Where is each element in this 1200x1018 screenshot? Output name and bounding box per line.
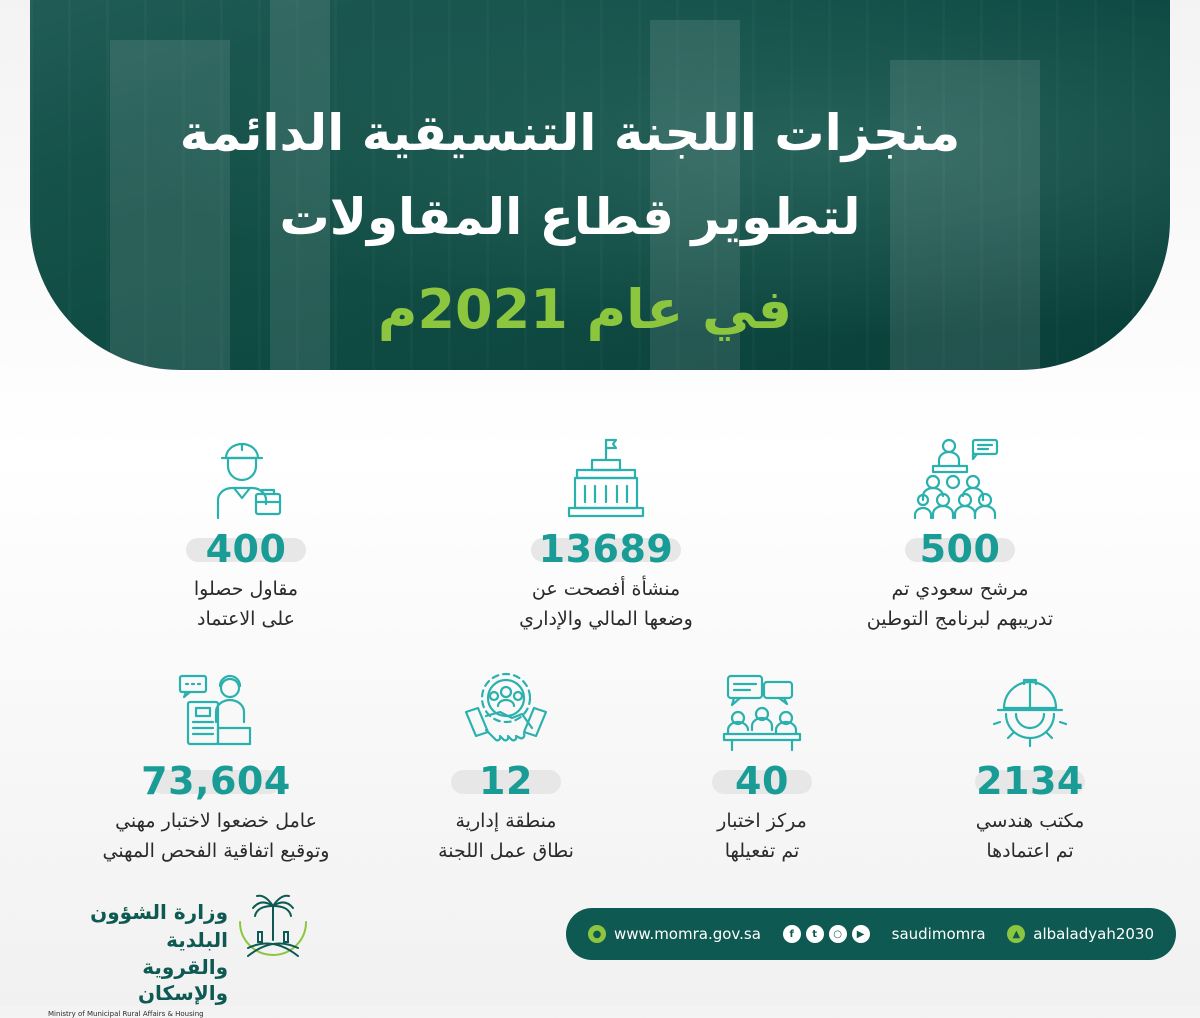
stat-value: 400 xyxy=(205,527,287,571)
stat-value: 40 xyxy=(735,759,789,803)
stat-label-line-1: مركز اختبار xyxy=(717,810,807,832)
stat-label xyxy=(880,806,1180,866)
stat-label-line-1: منطقة إدارية xyxy=(455,810,557,832)
stat-label-line-1: مكتب هندسي xyxy=(975,810,1085,832)
stat-value: 12 xyxy=(479,759,533,803)
stat-value: 73,604 xyxy=(141,759,291,803)
stat-label-line-2: وضعها المالي والإداري xyxy=(519,608,693,630)
hardhat-gear-icon xyxy=(990,672,1070,752)
stat-label-line-1: مرشح سعودي تم xyxy=(891,578,1029,600)
snapchat-handle-text: albaladyah2030 xyxy=(1033,925,1154,943)
page-title-line-1: منجزات اللجنة التنسيقية الدائمة xyxy=(179,104,961,162)
contractor-worker-icon xyxy=(206,436,286,520)
stat-label xyxy=(356,806,656,866)
stat-contractors xyxy=(96,436,396,634)
stat-admin-regions xyxy=(356,672,656,866)
instagram-icon[interactable]: ○ xyxy=(829,925,847,943)
website-text: www.momra.gov.sa xyxy=(614,925,761,943)
stat-label-line-2: على الاعتماد xyxy=(197,608,295,630)
stat-label-line-2: تم اعتمادها xyxy=(986,840,1074,862)
stat-label xyxy=(56,806,376,866)
test-center-icon xyxy=(720,672,804,752)
stat-test-centers xyxy=(612,672,912,866)
stat-workers-tested xyxy=(56,672,376,866)
page-title-year: في عام 2021م xyxy=(377,278,793,341)
stat-label-line-2: نطاق عمل اللجنة xyxy=(438,840,574,862)
stat-value: 500 xyxy=(919,527,1001,571)
facebook-icon[interactable]: f xyxy=(783,925,801,943)
ministry-logo-emblem-icon xyxy=(232,892,314,968)
stat-label-line-2: تدريبهم لبرنامج التوطين xyxy=(866,608,1054,630)
ministry-name-ar-line-1: وزارة الشؤون البلدية xyxy=(90,900,228,952)
training-group-icon xyxy=(915,436,1005,520)
globe-icon: ● xyxy=(588,925,606,943)
worker-test-icon xyxy=(176,672,256,752)
stat-trainees xyxy=(810,436,1110,634)
social-handle-group[interactable] xyxy=(783,925,986,943)
stat-label-line-1: عامل خضعوا لاختبار مهني xyxy=(115,810,317,832)
youtube-icon[interactable]: ▶ xyxy=(852,925,870,943)
stat-label-line-1: مقاول حصلوا xyxy=(193,578,299,600)
header-banner xyxy=(30,0,1170,370)
page-title-line-2: لتطوير قطاع المقاولات xyxy=(279,188,861,246)
twitter-icon[interactable]: t xyxy=(806,925,824,943)
handshake-gear-icon xyxy=(464,672,548,752)
snapchat-link[interactable] xyxy=(1007,925,1154,943)
stat-label xyxy=(96,574,396,634)
ministry-name-en: Ministry of Municipal Rural Affairs & Housing xyxy=(48,1010,204,1018)
stat-label xyxy=(612,806,912,866)
stat-value: 2134 xyxy=(976,759,1084,803)
stat-label xyxy=(810,574,1110,634)
building-flag-icon xyxy=(561,436,651,520)
social-icons xyxy=(783,925,870,943)
website-link[interactable] xyxy=(588,925,761,943)
stat-value: 13689 xyxy=(538,527,674,571)
stat-label-line-2: وتوقيع اتفاقية الفحص المهني xyxy=(102,840,330,862)
ministry-name-ar-line-2: والقروية والإسكان xyxy=(137,955,228,1005)
stat-label xyxy=(456,574,756,634)
social-handle-text: saudimomra xyxy=(891,925,986,943)
footer-contact-bar xyxy=(566,908,1176,960)
stat-establishments xyxy=(456,436,756,634)
stat-label-line-2: تم تفعيلها xyxy=(724,840,800,862)
stat-label-line-1: منشأة أفصحت عن xyxy=(531,578,681,600)
ministry-name-block xyxy=(48,898,228,1018)
stat-engineering-offices xyxy=(880,672,1180,866)
snapchat-icon: ▲ xyxy=(1007,925,1025,943)
